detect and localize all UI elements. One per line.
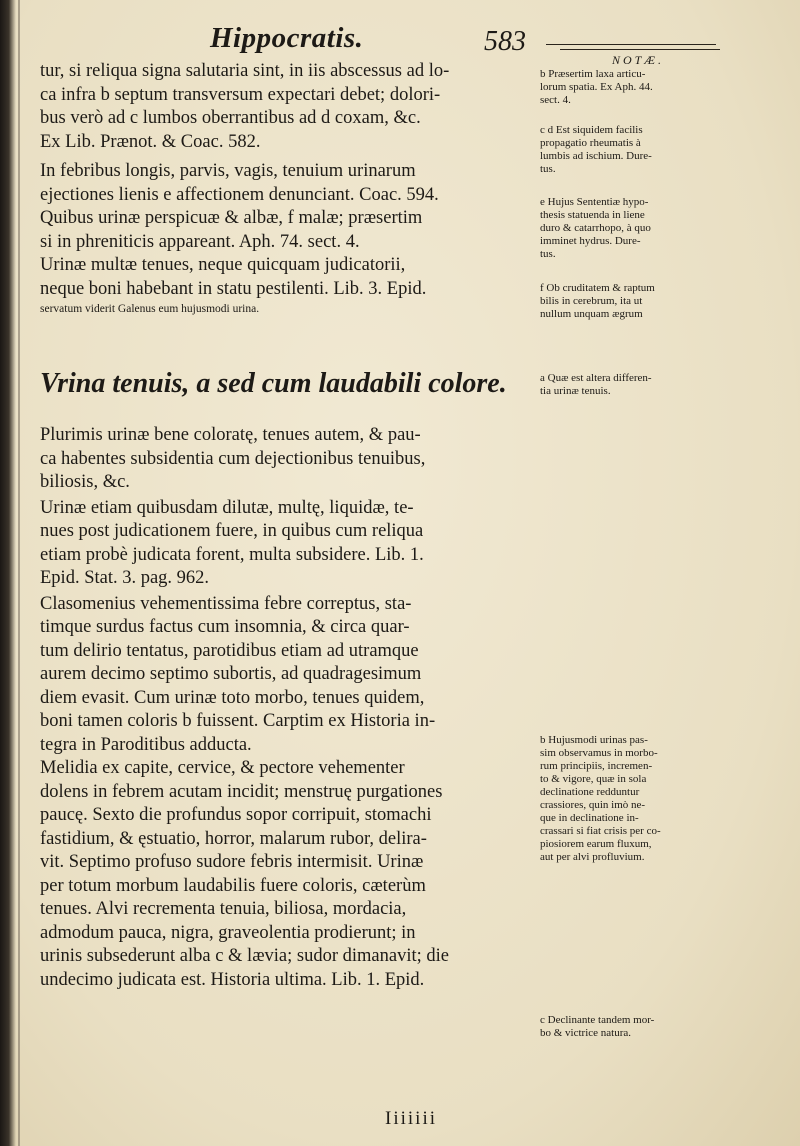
text-line: admodum pauca, nigra, graveolentia prodierunt; in [40, 922, 416, 943]
text-line: per totum morbum laudabilis fuere coloris, cæterùm [40, 875, 426, 896]
gutter-line [18, 0, 20, 1146]
running-title: Hippocratis. [210, 22, 364, 54]
text-line: urinis subsederunt alba c & lævia; sudor dimanavit; die [40, 946, 449, 966]
text-line: tur, si reliqua signa salutaria sint, in iis abscessus ad lo- [40, 61, 450, 81]
text-line: tum delirio tentatus, parotidibus etiam ad utramque [40, 640, 419, 661]
note-line: tus. [540, 163, 556, 175]
note-line: nullum unquam ægrum [540, 308, 643, 320]
header-rule [546, 44, 716, 45]
note-line: lumbis ad ischium. Dure- [540, 150, 652, 162]
margin-note-b2 [540, 734, 792, 864]
note-line: b Præsertim laxa articu- [540, 68, 646, 80]
text-line: tenues. Alvi recrementa tenuia, biliosa, mordacia, [40, 899, 407, 919]
margin-note-cd [540, 124, 792, 176]
note-line: lorum spatia. Ex Aph. 44. [540, 81, 653, 93]
main-text-block-2 [40, 424, 538, 992]
header-rule [560, 49, 720, 50]
note-line: rum principiis, incremen- [540, 760, 653, 772]
text-line: Epid. Stat. 3. pag. 962. [40, 568, 210, 588]
main-text-block-1 [40, 60, 538, 317]
text-line: Urinæ etiam quibusdam dilutæ, multę, liquidæ, te- [40, 497, 414, 518]
note-line: aut per alvi profluvium. [540, 851, 645, 863]
text-line: nues post judicationem fuere, in quibus cum reliqua [40, 521, 424, 541]
note-line: sect. 4. [540, 94, 571, 106]
margin-note-e [540, 196, 792, 261]
text-line: aurem decimo septimo subortis, ad quadragesimum [40, 664, 422, 684]
note-line: e Hujus Sententiæ hypo- [540, 196, 649, 208]
note-line: b Hujusmodi urinas pas- [540, 734, 648, 746]
text-line: Ex Lib. Prænot. & Coac. 582. [40, 131, 261, 152]
page-header [0, 22, 800, 67]
text-line: timque surdus factus cum insomnia, & circa quar- [40, 617, 410, 637]
page-number: 583 [484, 26, 526, 57]
note-line: bilis in cerebrum, ita ut [540, 295, 643, 307]
note-line: tia urinæ tenuis. [540, 385, 611, 397]
margin-note-f [540, 282, 792, 321]
text-line: In febribus longis, parvis, vagis, tenuium urinarum [40, 161, 416, 181]
text-line: neque boni habebant in statu pestilenti. Lib. 3. Epid. [40, 278, 427, 299]
note-line: thesis statuenda in liene [540, 209, 645, 221]
text-line: Clasomenius vehementissima febre correptus, sta- [40, 593, 412, 614]
text-line: Quibus urinæ perspicuæ & albæ, f malæ; præsertim [40, 208, 423, 228]
text-line: Urinæ multæ tenues, neque quicquam judicatorii, [40, 255, 406, 275]
note-line: tus. [540, 248, 556, 260]
section-caption [40, 368, 538, 400]
binding-gutter [0, 0, 16, 1146]
text-line: Plurimis urinæ bene coloratę, tenues autem, & pau- [40, 425, 421, 445]
text-line: ca infra b septum transversum expectari debet; dolori- [40, 84, 441, 105]
note-line: c Declinante tandem mor- [540, 1014, 655, 1026]
text-line: ejectiones lienis e affectionem denunciant. Coac. 594. [40, 184, 439, 205]
text-line: bus verò ad c lumbos oberrantibus ad d coxam, &c. [40, 108, 421, 128]
text-line: fastidium, & ęstuatio, horror, malarum rubor, delira- [40, 828, 427, 849]
note-line: sim observamus in morbo- [540, 747, 658, 759]
note-line: que in declinatione in- [540, 812, 639, 824]
text-line: paucę. Sexto die profundus sopor corripuit, stomachi [40, 805, 432, 825]
margin-note-c [540, 1014, 792, 1040]
text-line: ca habentes subsidentia cum dejectionibus tenuibus, [40, 448, 426, 469]
note-line: imminet hydrus. Dure- [540, 235, 641, 247]
note-line: piosiorem earum fluxum, [540, 838, 652, 850]
signature-mark: Iiiiiii [385, 1108, 437, 1129]
text-line: boni tamen coloris b fuissent. Carptim ex Historia in- [40, 711, 436, 731]
text-line: si in phreniticis appareant. Aph. 74. sect. 4. [40, 231, 360, 252]
note-line: crassiores, quin imò ne- [540, 799, 646, 811]
text-line: vit. Septimo profuso sudore febris intermisit. Urinæ [40, 852, 424, 872]
note-line: c d Est siquidem facilis [540, 124, 643, 136]
note-line: duro & catarrhopo, à quo [540, 222, 651, 234]
note-line: a Quæ est altera differen- [540, 372, 652, 384]
text-line: diem evasit. Cum urinæ toto morbo, tenues quidem, [40, 687, 425, 708]
note-line: to & vigore, quæ in sola [540, 773, 647, 785]
text-line: dolens in febrem acutam incidit; menstruę purgationes [40, 781, 443, 802]
text-line: biliosis, &c. [40, 472, 130, 492]
note-line: crassari si fiat crisis per co- [540, 825, 661, 837]
note-line: propagatio rheumatis à [540, 137, 641, 149]
text-line: etiam probè judicata forent, multa subsidere. Lib. 1. [40, 544, 424, 565]
notes-heading: NOTÆ. [612, 53, 665, 67]
text-line-small: servatum viderit Galenus eum hujusmodi urina. [40, 303, 260, 315]
note-line: bo & victrice natura. [540, 1027, 632, 1039]
margin-note-a [540, 372, 792, 398]
note-line: declinatione redduntur [540, 786, 640, 798]
text-line: Melidia ex capite, cervice, & pectore vehementer [40, 758, 405, 778]
text-line: undecimo judicata est. Historia ultima. Lib. 1. Epid. [40, 969, 425, 990]
caption-text: Vrina tenuis, a sed cum laudabili colore. [40, 368, 507, 399]
margin-note-b [540, 68, 792, 107]
note-line: f Ob cruditatem & raptum [540, 282, 655, 294]
text-line: tegra in Paroditibus adducta. [40, 734, 252, 755]
